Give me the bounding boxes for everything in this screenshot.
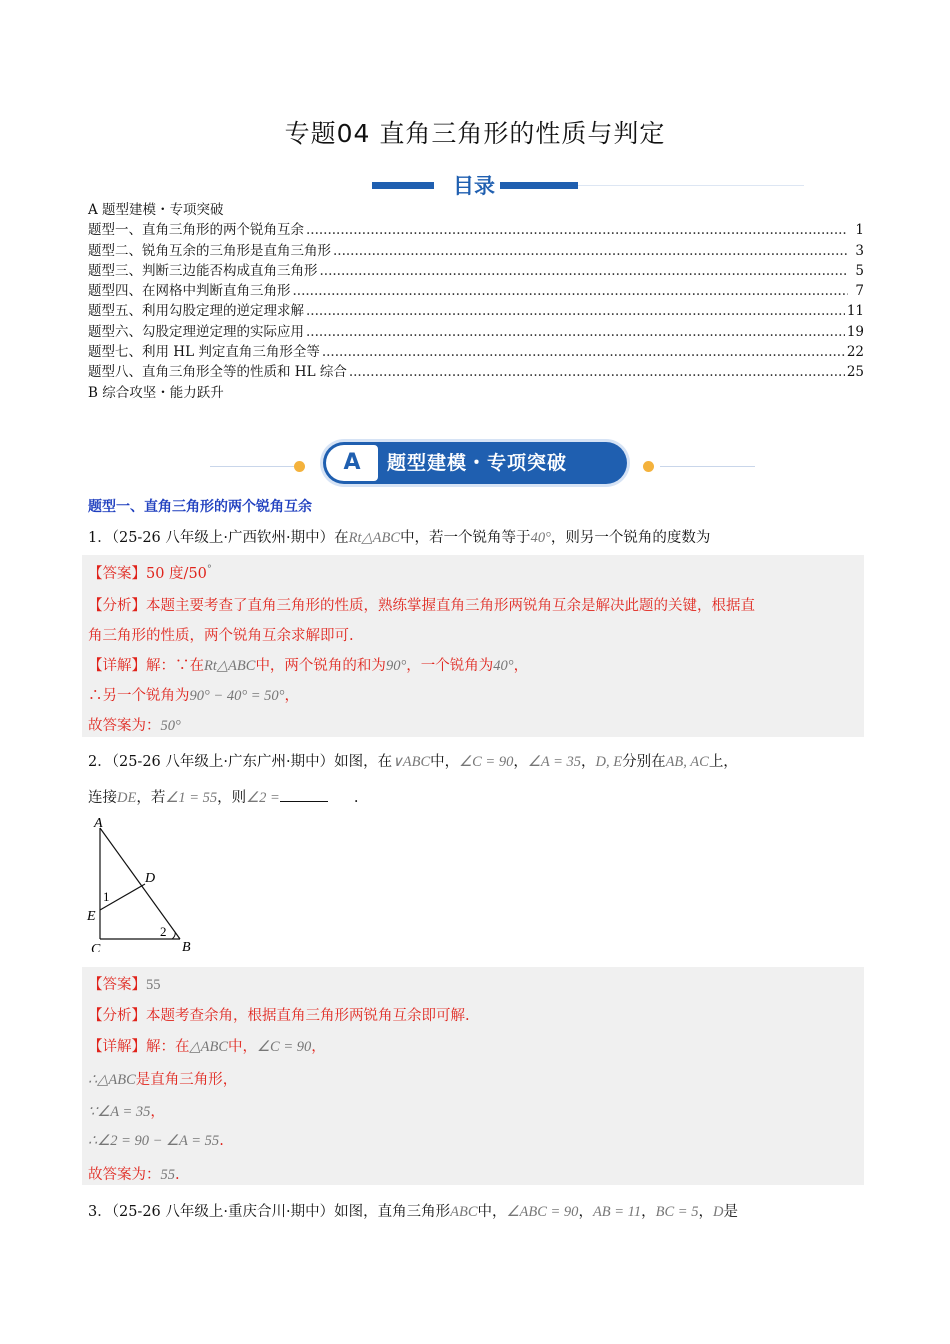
detail-text: ， [284,688,299,704]
detail-math: 40° [493,658,514,674]
q1-analysis-line2: 角三角形的性质，两个锐角互余求解即可. [88,628,354,644]
final-text: 故答案为： [88,718,161,734]
q2-math: ∠1 = 55 [165,790,218,806]
toc-leader [306,322,845,342]
detail-math: ∴△ABC [88,1072,136,1088]
banner-dot-right [643,461,654,472]
q3-math: ABC [450,1204,478,1220]
q2-answer [88,973,161,994]
type1-heading: 题型一、直角三角形的两个锐角互余 [88,499,312,515]
detail-label: 【详解】 [88,1039,146,1055]
q1-analysis-line1 [88,594,755,615]
label-e: E [87,909,96,924]
final-text: 故答案为： [88,1167,161,1183]
section-title: 题型建模・专项突破 [387,452,568,474]
detail-math: △ABC [189,1039,229,1055]
toc-part-a[interactable]: A 题型建模・专项突破 [88,202,224,218]
q3-math: AB = 11 [592,1204,642,1220]
toc-leader [306,301,845,321]
analysis-text: 本题主要考查了直角三角形的性质，熟练掌握直角三角形两锐角互余是解决此题的关键，根据直 [146,598,755,614]
page-title: 专题04 直角三角形的性质与判定 [284,119,666,148]
toc-item-label: 题型七、利用 HL 判定直角三角形全等 [88,344,320,361]
toc-banner [372,170,578,200]
q2-analysis [88,1004,470,1025]
q2-math: ∠C = 90 [459,754,514,770]
q2-math: ∠2 = [246,790,280,806]
q2-detail-line4 [88,1133,224,1150]
q1-answer [88,562,212,583]
label-angle-2: 2 [160,924,167,939]
q2-math: DE [117,790,137,806]
toc-leader [333,241,848,261]
q2-text: ， [513,754,528,770]
detail-text: 中， [228,1039,258,1055]
q3-text: 是 [723,1204,738,1220]
toc-item-label: 题型八、直角三角形全等的性质和 HL 综合 [88,364,347,381]
toc-item-page: 11 [846,303,864,320]
detail-text: ，一个锐角为 [406,658,494,674]
toc-heading: 目录 [453,174,495,198]
detail-math: 90° − 40° = 50° [189,688,285,704]
section-badge: A [326,445,378,481]
label-a: A [94,816,103,831]
q3-math: D [712,1204,724,1220]
toc-part-b[interactable]: B 综合攻坚・能力跃升 [88,384,224,401]
toc-item-label: 题型一、直角三角形的两个锐角互余 [88,222,304,239]
detail-text: ， [150,1104,165,1120]
label-b: B [182,940,191,952]
answer-degree: ° [206,564,212,576]
banner-rule-right [660,466,755,467]
toc-item-page: 5 [855,262,864,279]
q1-number: 1． [88,530,112,546]
q1-detail-line1 [88,654,528,675]
q2-text: ，若 [136,790,166,806]
q3-math: ∠ABC = 90 [506,1204,579,1220]
q1-text: ，则另一个锐角的度数为 [550,530,711,546]
q2-text: ， [580,754,596,770]
q2-text: 中， [430,754,460,770]
toc-leader [293,281,849,301]
q2-math: ∨ABC [392,754,431,770]
q1-stem [88,526,710,547]
banner-dot-left [294,461,305,472]
toc-banner-left-bar [372,182,434,189]
toc-leader [306,220,848,240]
toc-item[interactable] [88,261,864,281]
section-banner [200,440,760,490]
final-math: 55 [160,1167,175,1183]
toc-item-page: 19 [846,323,864,340]
section-pill [323,442,627,484]
segment-ab [100,828,180,939]
banner-rule-left [210,466,300,467]
toc-item-label: 题型四、在网格中判断直角三角形 [88,283,291,300]
toc-item[interactable] [88,362,864,382]
answer-value: 55 [146,977,161,993]
q3-text: ， [698,1204,713,1220]
answer-value: 50 度/50 [146,566,207,582]
toc-item-label: 题型六、勾股定理逆定理的实际应用 [88,323,304,340]
final-text: . [175,1167,180,1183]
q1-source: （25-26 八年级上·广西钦州·期中）在 [111,530,349,546]
toc-item-page: 25 [846,364,864,381]
q3-number: 3． [88,1204,112,1220]
answer-label: 【答案】 [88,566,146,582]
label-c: C [91,942,101,952]
q2-text: 连接 [88,790,117,806]
analysis-label: 【分析】 [88,598,146,614]
q2-number: 2． [88,754,112,770]
detail-label: 【详解】 [88,658,146,674]
answer-label: 【答案】 [88,977,146,993]
q3-text: 中， [477,1204,507,1220]
toc-item-page: 7 [855,283,864,300]
detail-math: 90° [385,658,407,674]
q2-detail-line3 [88,1100,165,1121]
detail-text: ， [311,1039,326,1055]
q3-stem [88,1200,738,1221]
detail-math: Rt△ABC [204,658,256,674]
q3-text: ， [578,1204,593,1220]
q2-text: 上， [708,754,738,770]
table-of-contents [88,200,864,403]
toc-item[interactable] [88,301,864,321]
detail-text: ∴另一个锐角为 [88,688,190,704]
angle-2-arc [172,933,175,940]
analysis-label: 【分析】 [88,1008,146,1024]
q3-text: ， [641,1204,656,1220]
detail-text: ， [513,658,529,674]
q1-math: 40° [530,530,551,546]
q1-math: Rt△ABC [348,530,401,546]
q1-text: 中，若一个锐角等于 [400,530,531,546]
toc-item[interactable] [88,241,864,261]
q2-detail-line1 [88,1035,326,1056]
toc-banner-line-right [578,185,804,186]
toc-item-label: 题型三、判断三边能否构成直角三角形 [88,262,318,279]
q2-final-answer [88,1163,180,1184]
toc-item-label: 题型五、利用勾股定理的逆定理求解 [88,303,304,320]
q2-text: ，则 [217,790,247,806]
q2-triangle-figure [84,812,214,952]
toc-banner-right-bar [500,182,578,189]
toc-leader [322,342,845,362]
toc-item[interactable] [88,281,864,301]
q2-math: ∠A = 35 [527,754,581,770]
detail-text: 解：∵在 [146,658,204,674]
detail-text: 中，两个锐角的和为 [255,658,386,674]
toc-item-page: 22 [846,344,864,361]
q2-text: . [353,790,359,806]
detail-text: 解：在 [146,1039,190,1055]
analysis-text: 本题考查余角，根据直角三角形两锐角互余即可解. [146,1008,470,1024]
q2-detail-line2 [88,1068,237,1089]
toc-item[interactable] [88,342,864,362]
toc-leader [320,261,849,281]
q2-source: （25-26 八年级上·广东广州·期中）如图，在 [111,754,393,770]
q2-stem-line1 [88,750,738,771]
answer-blank[interactable] [280,789,328,802]
toc-leader [349,362,845,382]
toc-item[interactable] [88,220,864,240]
final-math: 50° [160,718,181,734]
q1-final-answer [88,714,181,735]
q1-detail-line2 [88,684,299,705]
toc-item[interactable] [88,322,864,342]
q2-math: AB, AC [665,754,709,770]
toc-item-page: 1 [855,222,864,239]
q2-text: 分别在 [622,754,666,770]
q3-source: （25-26 八年级上·重庆合川·期中）如图，直角三角形 [111,1204,451,1220]
toc-item-label: 题型二、锐角互余的三角形是直角三角形 [88,242,331,259]
q2-stem-line2 [88,786,358,807]
detail-math: ∴∠2 = 90 − ∠A = 55 [88,1133,220,1149]
q2-math: D, E [595,754,623,770]
detail-math: ∠C = 90 [257,1039,312,1055]
detail-text: 是直角三角形， [135,1072,238,1088]
toc-item-page: 3 [855,242,864,259]
detail-math: ∵∠A = 35 [88,1104,151,1120]
q3-math: BC = 5 [655,1204,699,1220]
label-d: D [145,871,156,886]
label-angle-1: 1 [103,889,110,904]
detail-text: . [219,1133,224,1149]
